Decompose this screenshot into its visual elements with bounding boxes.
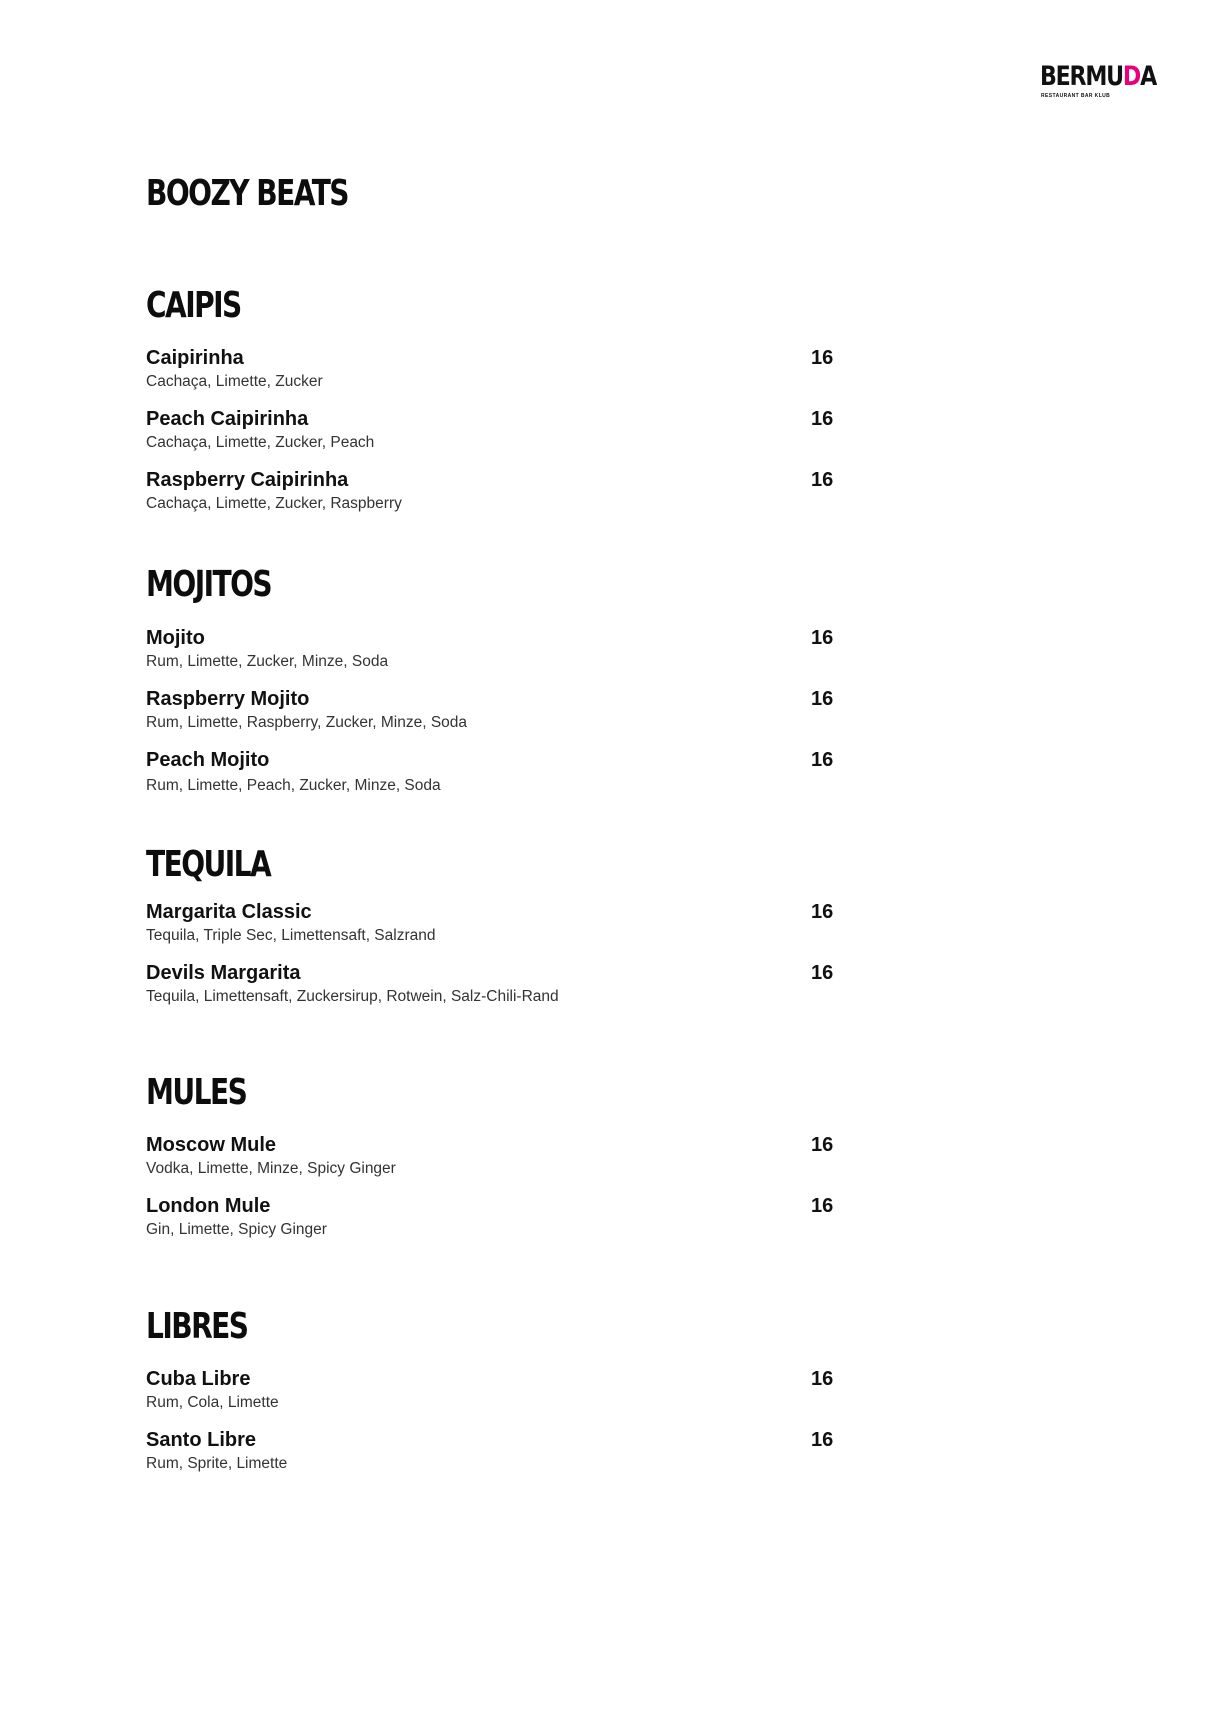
page-title: BOOZY BEATS (146, 173, 348, 214)
logo-word-accent: D (1122, 61, 1141, 92)
menu-item (146, 1428, 846, 1476)
item-name: Mojito (146, 627, 205, 649)
logo-subtitle: RESTAURANT BAR KLUB (1041, 93, 1111, 99)
item-price: 16 (811, 408, 834, 430)
item-price: 16 (811, 1368, 834, 1390)
item-description: Cachaça, Limette, Zucker (146, 373, 323, 390)
item-name: London Mule (146, 1195, 271, 1217)
item-description: Cachaça, Limette, Zucker, Raspberry (146, 495, 402, 512)
section-tequila (146, 844, 846, 1005)
item-description: Rum, Limette, Raspberry, Zucker, Minze, Soda (146, 714, 468, 731)
item-description: Rum, Sprite, Limette (146, 1455, 288, 1472)
item-description: Rum, Cola, Limette (146, 1394, 279, 1411)
menu-item (146, 626, 846, 674)
item-name: Margarita Classic (146, 901, 312, 923)
item-name: Peach Caipirinha (146, 408, 309, 430)
logo-word-end: A (1140, 61, 1156, 92)
menu-item (146, 1194, 846, 1242)
item-name: Caipirinha (146, 347, 244, 369)
section-mules (146, 1072, 846, 1238)
item-description: Rum, Limette, Zucker, Minze, Soda (146, 653, 389, 670)
item-name: Raspberry Caipirinha (146, 469, 349, 491)
section-mojitos (146, 564, 846, 794)
logo-word-main: BERMU (1040, 61, 1123, 92)
item-price: 16 (811, 469, 834, 491)
item-description: Vodka, Limette, Minze, Spicy Ginger (146, 1160, 396, 1177)
section-title: MOJITOS (146, 564, 272, 605)
bermuda-logo (1040, 62, 1160, 102)
item-name: Cuba Libre (146, 1368, 251, 1390)
menu-item (146, 748, 846, 796)
item-name: Devils Margarita (146, 962, 301, 984)
item-description: Cachaça, Limette, Zucker, Peach (146, 434, 375, 451)
item-description: Tequila, Triple Sec, Limettensaft, Salzrand (146, 927, 436, 944)
logo-wordmark (1040, 62, 1156, 92)
menu-item (146, 468, 846, 516)
item-price: 16 (811, 1134, 834, 1156)
menu-item (146, 961, 846, 1009)
item-description: Tequila, Limettensaft, Zuckersirup, Rotwein, Salz-Chili-Rand (146, 988, 559, 1005)
item-price: 16 (811, 347, 834, 369)
item-price: 16 (811, 1195, 834, 1217)
menu-item (146, 1367, 846, 1415)
item-price: 16 (811, 1429, 834, 1451)
item-price: 16 (811, 962, 834, 984)
section-title: TEQUILA (146, 844, 271, 885)
item-name: Moscow Mule (146, 1134, 277, 1156)
section-libres (146, 1306, 846, 1472)
item-price: 16 (811, 749, 834, 771)
section-title: MULES (146, 1072, 247, 1113)
item-description: Gin, Limette, Spicy Ginger (146, 1221, 327, 1238)
section-caipis (146, 285, 846, 512)
item-name: Santo Libre (146, 1429, 257, 1451)
item-price: 16 (811, 688, 834, 710)
item-price: 16 (811, 901, 834, 923)
menu-item (146, 687, 846, 735)
menu-item (146, 346, 846, 394)
menu-item (146, 900, 846, 948)
section-title: CAIPIS (146, 285, 241, 326)
menu-item (146, 1133, 846, 1181)
section-title: LIBRES (146, 1306, 248, 1347)
item-price: 16 (811, 627, 834, 649)
item-description: Rum, Limette, Peach, Zucker, Minze, Soda (146, 777, 441, 794)
item-name: Peach Mojito (146, 749, 270, 771)
item-name: Raspberry Mojito (146, 688, 310, 710)
menu-item (146, 407, 846, 455)
